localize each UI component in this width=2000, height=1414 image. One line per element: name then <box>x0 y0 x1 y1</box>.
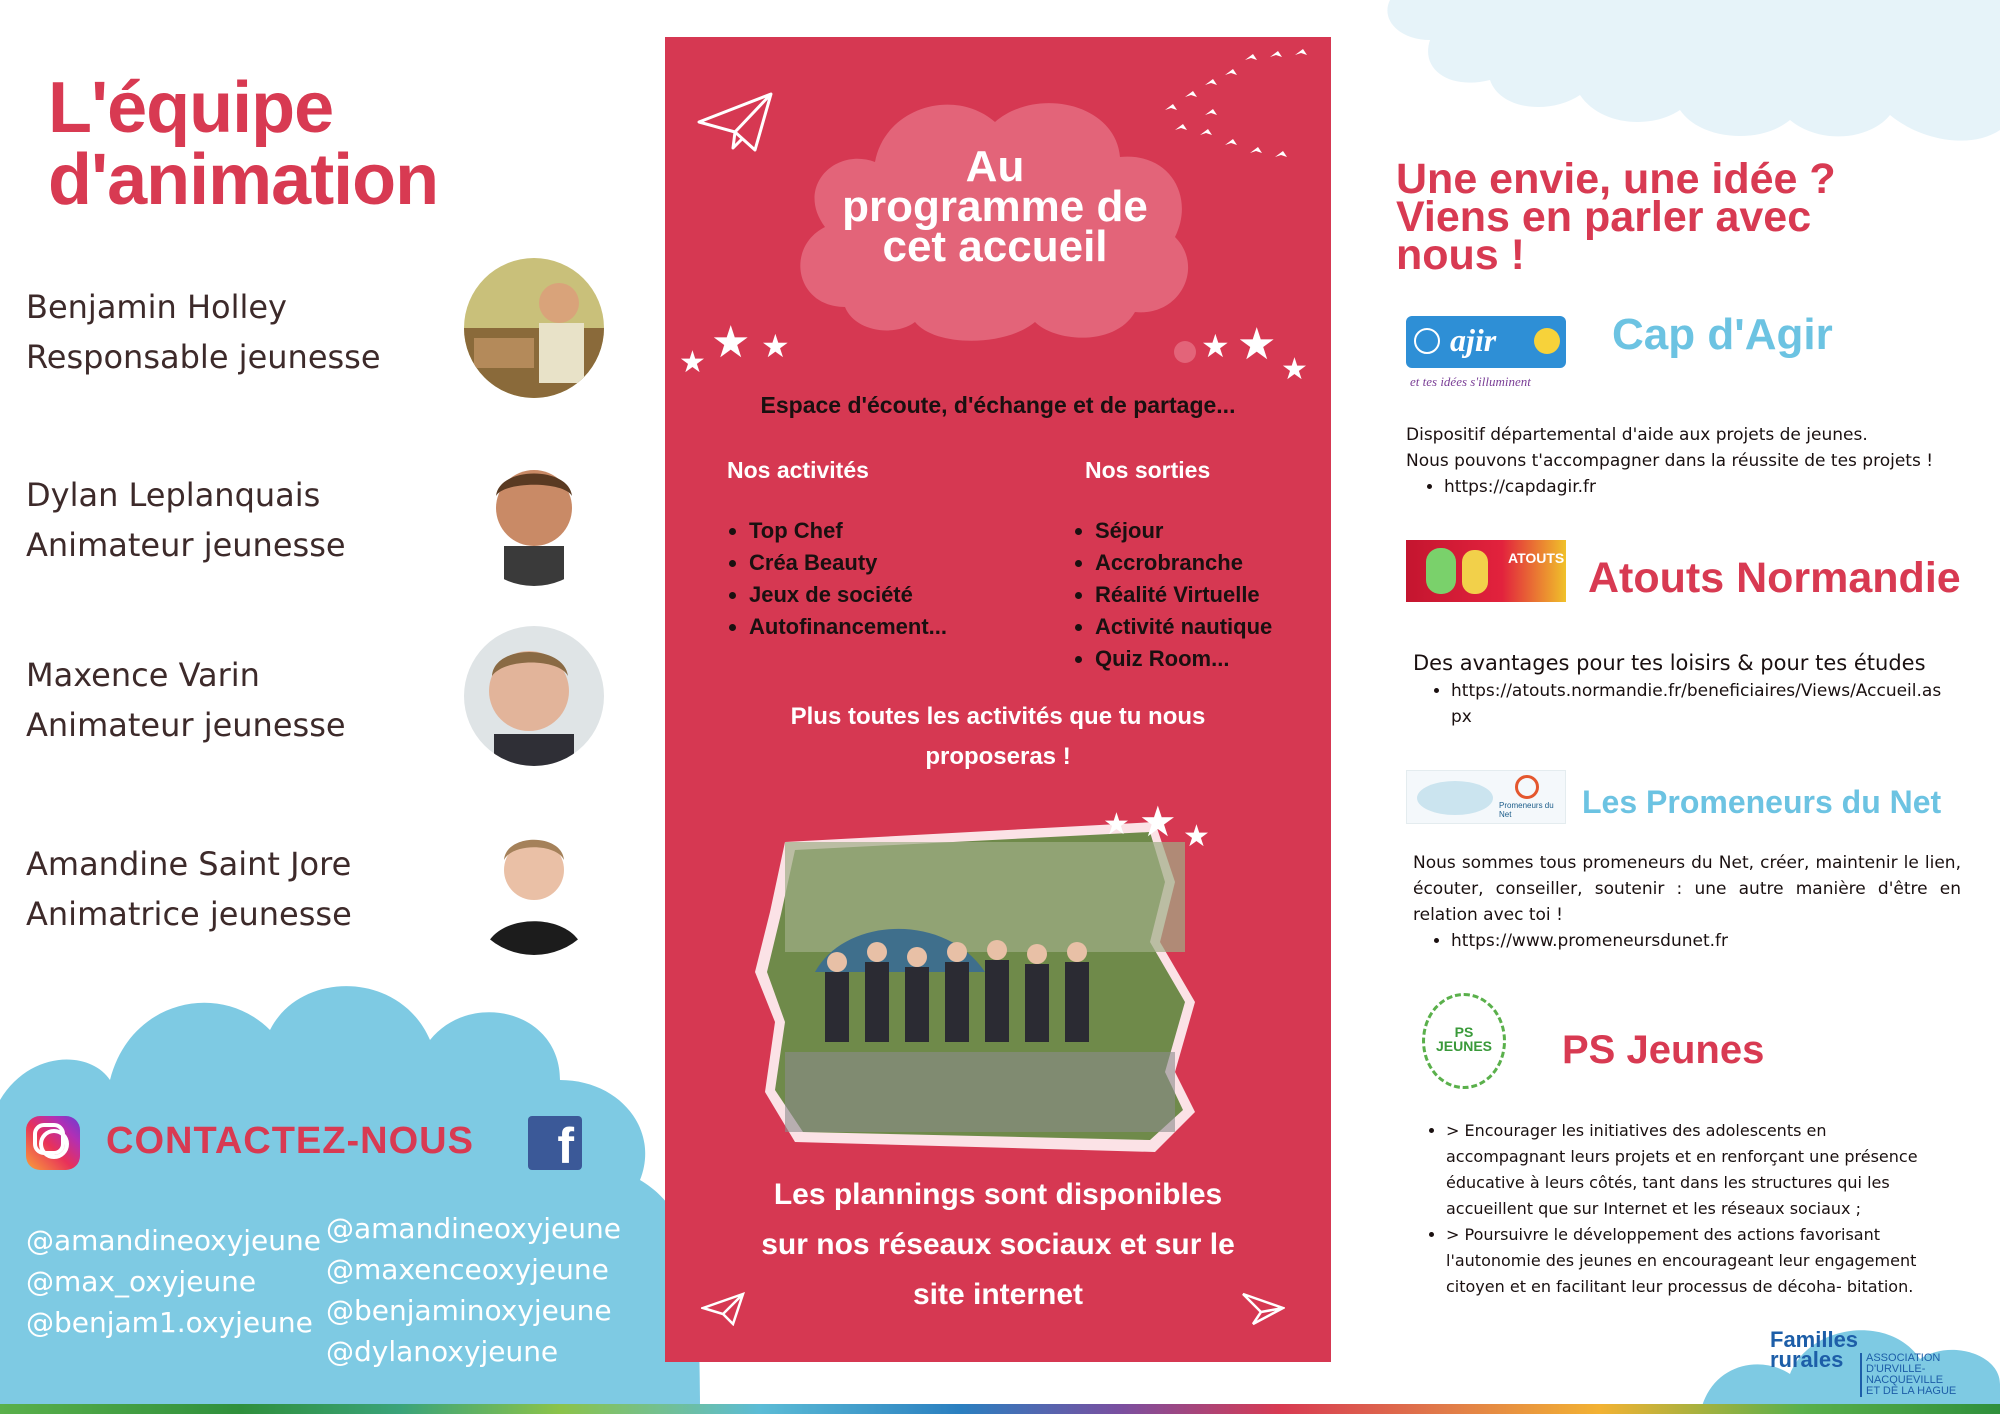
cap-agir-tagline: et tes idées s'illuminent <box>1410 374 1531 389</box>
list-item: • Autofinancement... <box>749 611 947 643</box>
star-icon: ★ <box>679 345 706 380</box>
cap-agir-logo-text: ajir <box>1450 322 1497 358</box>
promeneurs-title: Les Promeneurs du Net <box>1582 784 1942 820</box>
bottom-color-bar <box>0 1404 2000 1414</box>
promeneurs-logo-text: Promeneurs du Net <box>1499 801 1554 819</box>
promeneurs-description <box>1413 850 1961 954</box>
fr-logo-line2: rurales <box>1770 1347 1844 1372</box>
paper-plane-icon <box>697 92 773 152</box>
familles-rurales-logo <box>1770 1327 1859 1372</box>
plannings-line3: site internet <box>912 1278 1084 1311</box>
ps-jeunes-logo <box>1412 985 1516 1095</box>
member-role: Animateur jeunesse <box>26 526 346 564</box>
cap-agir-title: Cap d'Agir <box>1612 310 1833 359</box>
cap-agir-desc-line1: Dispositif départemental d'aide aux projets de jeunes. <box>1406 425 1868 445</box>
assoc-line2: D'URVILLE-NACQUEVILLE <box>1866 1363 1944 1386</box>
atouts-link[interactable]: • https://atouts.normandie.fr/beneficiaires/Views/Accueil.aspx <box>1451 678 1973 730</box>
star-icon: ★ <box>1281 352 1308 387</box>
avatar <box>464 258 604 398</box>
atouts-logo <box>1406 540 1566 602</box>
list-item: • Top Chef <box>749 515 947 547</box>
list-item: • Activité nautique <box>1095 611 1272 643</box>
promeneurs-link[interactable]: • https://www.promeneursdunet.fr <box>1451 928 1961 954</box>
list-item: • Créa Beauty <box>749 547 947 579</box>
facebook-icon[interactable]: f <box>528 1116 582 1170</box>
instagram-handles <box>26 1220 321 1343</box>
facebook-handles <box>326 1208 621 1372</box>
program-title-line2: programme de <box>842 182 1148 231</box>
instagram-icon[interactable] <box>26 1116 80 1170</box>
star-icon: ★ <box>1103 807 1130 842</box>
ps-jeunes-title: PS Jeunes <box>1562 1028 1765 1072</box>
program-subtitle: Espace d'écoute, d'échange et de partage... <box>760 392 1236 418</box>
star-icon: ★ <box>711 317 751 368</box>
birds-icon <box>1145 45 1315 175</box>
team-member <box>26 656 586 806</box>
cap-agir-link[interactable]: • https://capdagir.fr <box>1444 474 1966 500</box>
fr-logo-line1: Familles <box>1770 1327 1859 1352</box>
outings-heading: Nos sorties <box>1085 457 1211 483</box>
atouts-description <box>1413 648 1973 730</box>
instagram-handle[interactable]: @amandineoxyjeune <box>26 1224 321 1257</box>
member-role: Animatrice jeunesse <box>26 895 352 933</box>
ps-jeunes-bullet: • > Poursuivre le développement des actions favorisant l'autonomie des jeunes en encourageant leur engagement citoyen et en facilitant leur processus de décoha- bitation. <box>1446 1222 1948 1300</box>
ps-jeunes-description <box>1408 1118 1948 1300</box>
team-title-line2: d'animation <box>48 140 439 220</box>
member-name: Amandine Saint Jore <box>26 845 352 883</box>
top-cloud-decoration <box>1280 0 2000 150</box>
ps-jeunes-logo-text: PS JEUNES <box>1435 1024 1493 1054</box>
right-title-line2: Viens en parler avec <box>1396 193 1812 241</box>
atouts-logo-text: ATOUTS <box>1508 550 1565 566</box>
member-name: Benjamin Holley <box>26 288 287 326</box>
right-title <box>1396 155 1956 279</box>
right-title-line3: nous ! <box>1396 231 1525 279</box>
facebook-handle[interactable]: @benjaminoxyjeune <box>326 1294 612 1327</box>
plus-line2: proposeras ! <box>925 743 1071 770</box>
list-item: • Séjour <box>1095 515 1272 547</box>
atouts-title: Atouts Normandie <box>1588 554 1961 602</box>
star-icon: ★ <box>1183 819 1210 854</box>
facebook-handle[interactable]: @maxenceoxyjeune <box>326 1253 609 1286</box>
star-icon: ★ <box>1201 327 1230 365</box>
plannings-line2: sur nos réseaux sociaux et sur le <box>761 1228 1235 1261</box>
promeneurs-logo <box>1406 770 1566 824</box>
member-role: Responsable jeunesse <box>26 338 381 376</box>
promeneurs-desc: Nous sommes tous promeneurs du Net, créer, maintenir le lien, écouter, conseiller, soutenir : une autre manière d'être en relation avec toi ! <box>1413 853 1961 925</box>
contact-title: CONTACTEZ-NOUS <box>106 1120 474 1162</box>
avatar <box>464 626 604 766</box>
star-icon: ★ <box>1139 797 1177 846</box>
plannings-text <box>715 1170 1281 1320</box>
list-item: • Réalité Virtuelle <box>1095 579 1272 611</box>
program-title <box>795 142 1195 271</box>
list-item: • Jeux de société <box>749 579 947 611</box>
outings-list <box>1069 515 1272 675</box>
team-title-line1: L'équipe <box>48 68 334 148</box>
cap-agir-description <box>1406 422 1966 500</box>
program-plus-text <box>725 697 1271 777</box>
instagram-handle[interactable]: @max_oxyjeune <box>26 1265 257 1298</box>
cap-agir-desc-line2: Nous pouvons t'accompagner dans la réussite de tes projets ! <box>1406 451 1934 471</box>
cap-agir-logo <box>1406 316 1566 396</box>
atouts-desc: Des avantages pour tes loisirs & pour tes études <box>1413 651 1926 675</box>
avatar <box>464 446 604 586</box>
plus-line1: Plus toutes les activités que tu nous <box>790 703 1206 730</box>
program-title-line3: cet accueil <box>882 222 1108 271</box>
right-title-line1: Une envie, une idée ? <box>1396 155 1836 203</box>
assoc-line1: ASSOCIATION <box>1866 1352 1941 1364</box>
member-name: Dylan Leplanquais <box>26 476 321 514</box>
program-panel <box>665 37 1331 1362</box>
paper-plane-icon <box>701 1292 745 1326</box>
team-title <box>48 68 439 220</box>
star-icon: ★ <box>761 327 790 365</box>
facebook-handle[interactable]: @amandineoxyjeune <box>326 1212 621 1245</box>
team-member <box>26 476 586 626</box>
program-title-line1: Au <box>965 142 1025 191</box>
assoc-line3: ET DE LA HAGUE <box>1866 1385 1957 1397</box>
ps-jeunes-bullet: • > Encourager les initiatives des adolescents en accompagnant leurs projets et en renforçant une présence éducative à leurs côtés, tant dans les structures qui les accueillent que sur Internet et les réseaux sociaux ; <box>1446 1118 1948 1222</box>
member-name: Maxence Varin <box>26 656 260 694</box>
member-role: Animateur jeunesse <box>26 706 346 744</box>
group-photo <box>755 822 1195 1152</box>
instagram-handle[interactable]: @benjam1.oxyjeune <box>26 1306 313 1339</box>
list-item: • Accrobranche <box>1095 547 1272 579</box>
star-icon: ★ <box>1237 319 1277 370</box>
paper-plane-icon <box>1241 1292 1285 1326</box>
activities-list <box>723 515 947 643</box>
list-item: • Quiz Room... <box>1095 643 1272 675</box>
activities-heading: Nos activités <box>727 457 869 483</box>
plannings-line1: Les plannings sont disponibles <box>773 1178 1223 1211</box>
facebook-handle[interactable]: @dylanoxyjeune <box>326 1335 559 1368</box>
contact-row <box>26 1116 586 1176</box>
association-name <box>1860 1353 2000 1397</box>
team-member <box>26 288 586 438</box>
